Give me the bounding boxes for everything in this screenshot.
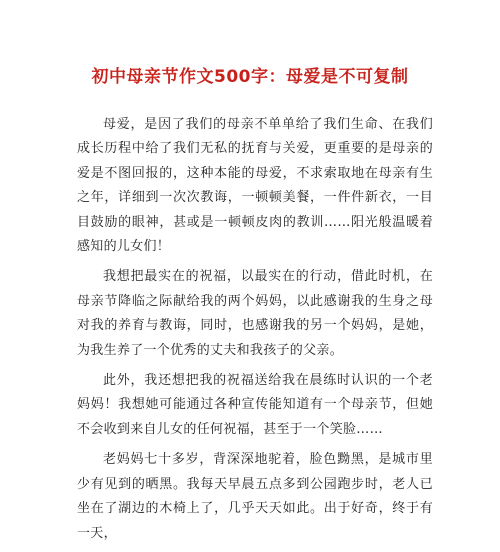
paragraph-2: 我想把最实在的祝福，以最实在的行动，借此时机，在母亲节降临之际献给我的两个妈妈，以此感谢我的生身之母对我的养育与教诲，同时，也感谢我的另一个妈妈，是她，为我生养了一个优秀的丈夫和我孩子的父亲。 bbox=[77, 269, 433, 358]
paragraph-4: 老妈妈七十多岁，背深深地驼着，脸色黝黑，是城市里少有见到的晒黑。我每天早晨五点多到公园跑步时，老人已坐在了湖边的木椅上了，几乎天天如此。出于好奇，终于有一天， bbox=[77, 452, 433, 541]
article-title: 初中母亲节作文500字：母爱是不可复制 bbox=[91, 67, 409, 87]
article-body bbox=[77, 113, 433, 552]
paragraph-1: 母爱，是因了我们的母亲不单单给了我们生命、在我们成长历程中给了我们无私的抚育与关爱，更重要的是母亲的爱是不图回报的，这种本能的母爱，不求索取地在母亲有生之年，详细到一次次教诲，一顿顿美餐，一件件新衣，一目目鼓励的眼神，甚或是一顿顿皮肉的教训……阳光般温暖着感知的儿女们！ bbox=[77, 117, 433, 255]
paragraph-3: 此外，我还想把我的祝福送给我在晨练时认识的一个老妈妈！我想她可能通过各种宣传能知道有一个母亲节，但她不会收到来自儿女的任何祝福，甚至于一个笑脸…… bbox=[77, 373, 433, 437]
